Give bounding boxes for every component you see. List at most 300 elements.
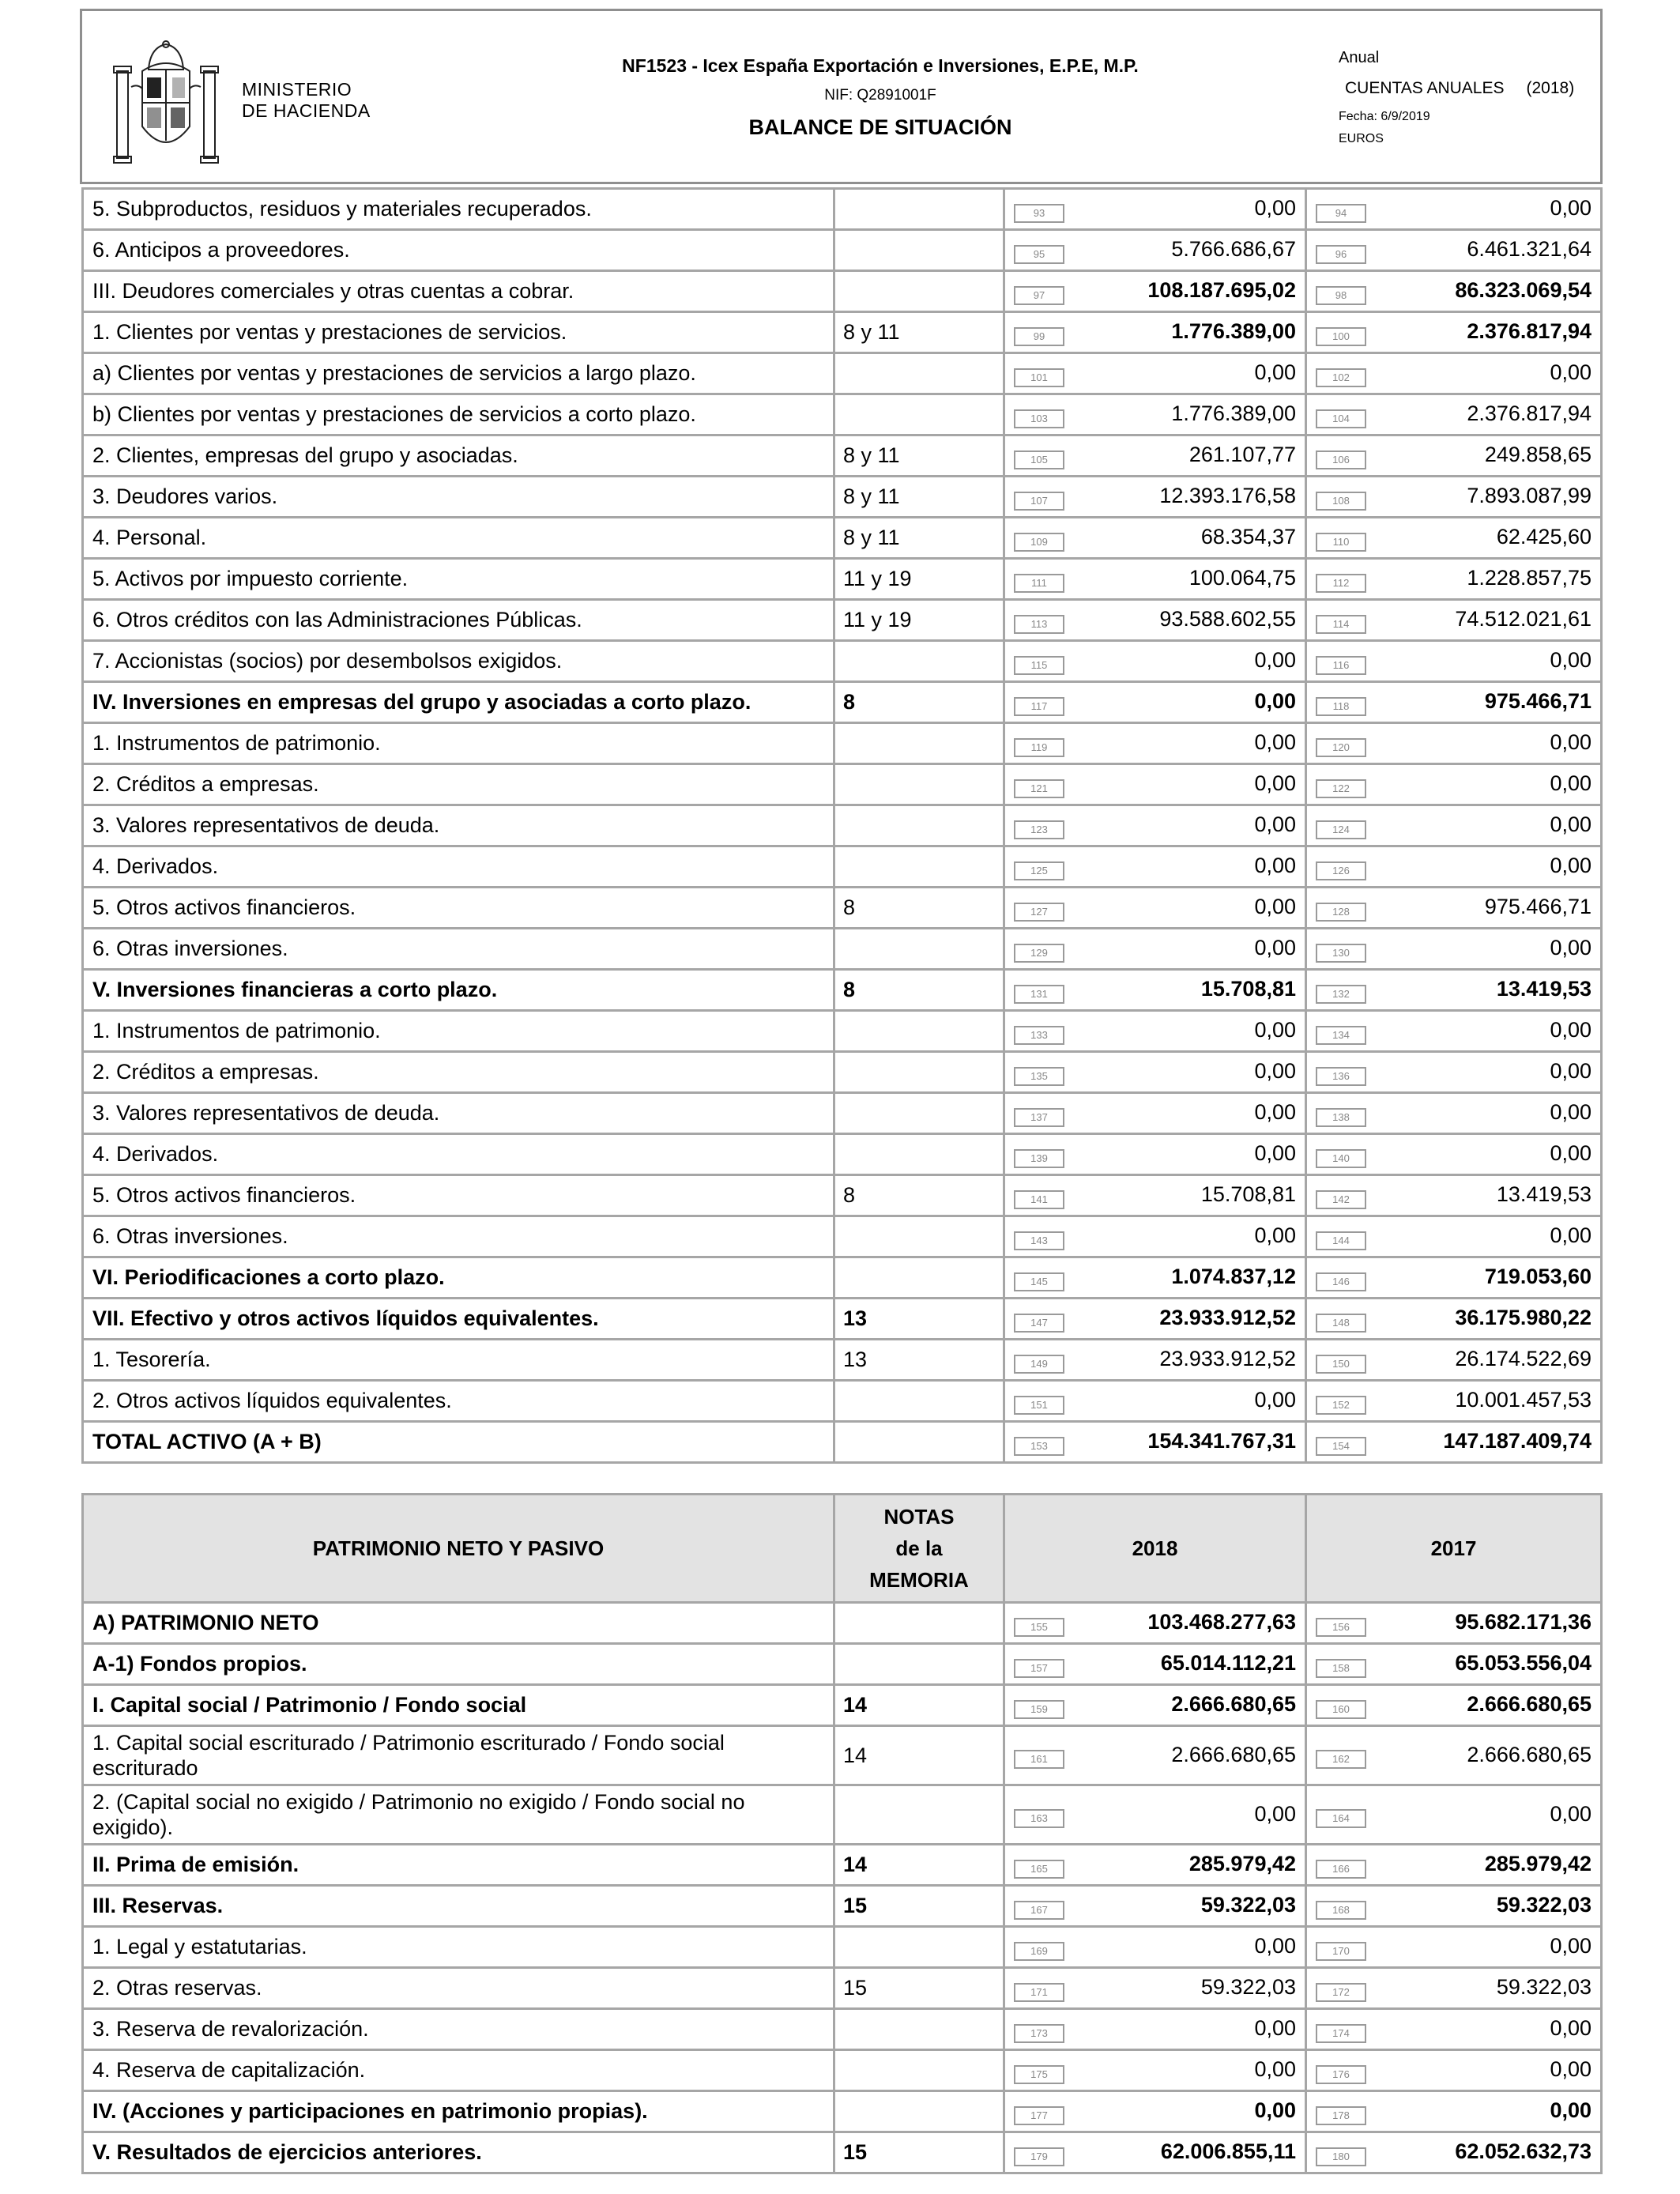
value-cell-2017 [1306,312,1602,353]
row-value-2017: 0,00 [1550,1223,1591,1247]
value-cell-2018 [1004,682,1306,723]
row-value-2018: 0,00 [1254,195,1296,220]
row-value-2017: 0,00 [1550,2015,1591,2040]
row-notes: 8 [834,1175,1004,1216]
row-value-2018: 23.933.912,52 [1159,1305,1296,1329]
row-label: TOTAL ACTIVO (A + B) [83,1422,834,1463]
row-code-box: 128 [1316,903,1366,922]
row-value-2018: 0,00 [1254,1099,1296,1124]
value-cell-2017 [1306,1968,1602,2009]
row-value-2017: 0,00 [1550,1802,1591,1826]
row-label: 3. Valores representativos de deuda. [83,1093,834,1134]
row-value-2018: 0,00 [1254,688,1296,713]
row-code-box: 103 [1014,409,1064,428]
value-cell-2018 [1004,1093,1306,1134]
row-code-box: 131 [1014,985,1064,1004]
row-value-2018: 93.588.602,55 [1159,606,1296,631]
row-code-box: 110 [1316,533,1366,552]
row-code-box: 153 [1014,1437,1064,1456]
value-cell-2017 [1306,2009,1602,2050]
table-row [83,888,1602,929]
row-value-2017: 2.666.680,65 [1467,1691,1591,1716]
value-cell-2018 [1004,2009,1306,2050]
row-value-2017: 26.174.522,69 [1455,1346,1591,1370]
row-value-2018: 0,00 [1254,729,1296,754]
row-code-box: 161 [1014,1750,1064,1769]
row-code-box: 124 [1316,820,1366,839]
row-code-box: 139 [1014,1149,1064,1168]
table-row [83,1726,1602,1785]
row-notes: 8 y 11 [834,518,1004,559]
row-code-box: 148 [1316,1314,1366,1333]
value-cell-2017 [1306,1299,1602,1340]
nif: NIF: Q2891001F [824,87,936,104]
row-notes [834,1644,1004,1685]
row-value-2017: 0,00 [1550,2098,1591,2122]
row-notes [834,271,1004,312]
row-code-box: 165 [1014,1860,1064,1879]
row-value-2018: 261.107,77 [1188,442,1296,466]
table-row [83,394,1602,435]
row-value-2018: 0,00 [1254,935,1296,959]
row-value-2018: 12.393.176,58 [1159,483,1296,507]
value-cell-2018 [1004,888,1306,929]
table-row [83,1927,1602,1968]
row-code-box: 130 [1316,944,1366,963]
row-value-2017: 0,00 [1550,853,1591,877]
row-code-box: 133 [1014,1026,1064,1045]
row-code-box: 100 [1316,327,1366,346]
row-code-box: 174 [1316,2024,1366,2043]
row-value-2017: 0,00 [1550,360,1591,384]
table-row [83,723,1602,764]
table-row [83,1886,1602,1927]
row-value-2017: 0,00 [1550,1933,1591,1958]
row-value-2018: 2.666.680,65 [1171,1743,1296,1766]
row-code-box: 154 [1316,1437,1366,1456]
value-cell-2018 [1004,1381,1306,1422]
row-code-box: 127 [1014,903,1064,922]
row-value-2018: 2.666.680,65 [1171,1691,1296,1716]
row-value-2018: 23.933.912,52 [1159,1346,1296,1370]
table-row [83,1175,1602,1216]
row-code-box: 156 [1316,1618,1366,1637]
row-notes [834,230,1004,271]
value-cell-2018 [1004,1175,1306,1216]
row-label: 5. Otros activos financieros. [83,1175,834,1216]
row-value-2018: 59.322,03 [1200,1974,1296,1999]
value-cell-2017 [1306,888,1602,929]
value-cell-2018 [1004,1216,1306,1257]
row-value-2017: 0,00 [1550,812,1591,836]
value-cell-2018 [1004,1422,1306,1463]
row-code-box: 114 [1316,615,1366,634]
row-notes: 11 y 19 [834,559,1004,600]
row-code-box: 102 [1316,368,1366,387]
row-notes: 8 [834,682,1004,723]
table-row [83,353,1602,394]
row-notes: 8 [834,970,1004,1011]
row-notes [834,764,1004,805]
row-value-2018: 0,00 [1254,1802,1296,1826]
row-code-box: 176 [1316,2065,1366,2084]
row-code-box: 105 [1014,450,1064,469]
row-code-box: 116 [1316,656,1366,675]
row-label: 6. Otras inversiones. [83,929,834,970]
value-cell-2017 [1306,1886,1602,1927]
row-label: 2. Clientes, empresas del grupo y asociadas. [83,435,834,477]
table-row [83,970,1602,1011]
value-cell-2017 [1306,764,1602,805]
row-label: III. Deudores comerciales y otras cuentas a cobrar. [83,271,834,312]
table-row [83,1257,1602,1299]
table-row [83,929,1602,970]
row-label: 5. Subproductos, residuos y materiales recuperados. [83,189,834,230]
row-value-2017: 10.001.457,53 [1455,1387,1591,1412]
row-label: IV. (Acciones y participaciones en patrimonio propias). [83,2091,834,2132]
row-value-2018: 1.776.389,00 [1171,319,1296,343]
row-label: 1. Instrumentos de patrimonio. [83,723,834,764]
column-header-notes: NOTAS de la MEMORIA [834,1495,1004,1603]
row-notes: 15 [834,2132,1004,2173]
table-row [83,2091,1602,2132]
row-code-box: 129 [1014,944,1064,963]
value-cell-2017 [1306,477,1602,518]
report-year: (2018) [1526,79,1575,97]
table-row [83,1093,1602,1134]
row-value-2018: 65.014.112,21 [1160,1650,1296,1675]
row-code-box: 132 [1316,985,1366,1004]
row-code-box: 167 [1014,1901,1064,1920]
row-code-box: 150 [1316,1355,1366,1374]
value-cell-2017 [1306,1340,1602,1381]
row-notes: 11 y 19 [834,600,1004,641]
row-code-box: 111 [1014,574,1064,593]
row-label: II. Prima de emisión. [83,1845,834,1886]
value-cell-2017 [1306,723,1602,764]
row-notes [834,1134,1004,1175]
liabilities-table [81,1493,1603,2174]
row-value-2018: 0,00 [1254,1223,1296,1247]
value-cell-2018 [1004,846,1306,888]
row-code-box: 101 [1014,368,1064,387]
liabilities-table-body [83,1603,1602,2173]
table-row [83,435,1602,477]
column-header-2018: 2018 [1004,1495,1306,1603]
row-label: III. Reservas. [83,1886,834,1927]
row-code-box: 170 [1316,1942,1366,1961]
value-cell-2018 [1004,1886,1306,1927]
row-notes: 14 [834,1845,1004,1886]
value-cell-2018 [1004,1785,1306,1845]
row-value-2017: 719.053,60 [1484,1264,1591,1288]
row-code-box: 126 [1316,861,1366,880]
row-label: b) Clientes por ventas y prestaciones de servicios a corto plazo. [83,394,834,435]
row-value-2017: 0,00 [1550,1058,1591,1083]
row-value-2018: 0,00 [1254,2056,1296,2081]
row-notes [834,189,1004,230]
row-value-2018: 0,00 [1254,1017,1296,1042]
row-label: VII. Efectivo y otros activos líquidos equivalentes. [83,1299,834,1340]
value-cell-2018 [1004,764,1306,805]
row-notes [834,1927,1004,1968]
table-row [83,1011,1602,1052]
document-header [80,9,1603,184]
row-notes [834,805,1004,846]
row-label: 3. Deudores varios. [83,477,834,518]
value-cell-2018 [1004,970,1306,1011]
row-code-box: 157 [1014,1659,1064,1678]
value-cell-2018 [1004,1644,1306,1685]
value-cell-2018 [1004,1257,1306,1299]
row-notes: 13 [834,1299,1004,1340]
table-row [83,1845,1602,1886]
row-code-box: 106 [1316,450,1366,469]
row-value-2017: 74.512.021,61 [1455,606,1591,631]
value-cell-2018 [1004,1603,1306,1644]
value-cell-2017 [1306,641,1602,682]
row-code-box: 119 [1014,738,1064,757]
table-row [83,189,1602,230]
row-value-2017: 2.376.817,94 [1467,319,1591,343]
value-cell-2017 [1306,1011,1602,1052]
row-value-2017: 0,00 [1550,195,1591,220]
row-code-box: 175 [1014,2065,1064,2084]
row-code-box: 121 [1014,779,1064,798]
row-label: I. Capital social / Patrimonio / Fondo social [83,1685,834,1726]
row-label: 2. Créditos a empresas. [83,1052,834,1093]
row-value-2018: 0,00 [1254,894,1296,918]
row-notes: 13 [834,1340,1004,1381]
row-label: V. Resultados de ejercicios anteriores. [83,2132,834,2173]
row-notes [834,1785,1004,1845]
row-code-box: 145 [1014,1272,1064,1291]
row-label: 2. Otros activos líquidos equivalentes. [83,1381,834,1422]
value-cell-2018 [1004,394,1306,435]
row-code-box: 113 [1014,615,1064,634]
value-cell-2018 [1004,271,1306,312]
row-label: 4. Personal. [83,518,834,559]
row-code-box: 151 [1014,1396,1064,1415]
row-value-2017: 0,00 [1550,1140,1591,1165]
row-code-box: 138 [1316,1108,1366,1127]
row-notes [834,929,1004,970]
row-code-box: 149 [1014,1355,1064,1374]
value-cell-2018 [1004,2050,1306,2091]
table-row [83,641,1602,682]
row-code-box: 137 [1014,1108,1064,1127]
row-notes [834,641,1004,682]
row-code-box: 180 [1316,2147,1366,2166]
table-row [83,805,1602,846]
table-row [83,1381,1602,1422]
row-value-2017: 0,00 [1550,647,1591,672]
value-cell-2017 [1306,2132,1602,2173]
row-code-box: 125 [1014,861,1064,880]
row-value-2017: 975.466,71 [1484,688,1591,713]
value-cell-2018 [1004,230,1306,271]
value-cell-2018 [1004,1726,1306,1785]
row-code-box: 107 [1014,492,1064,511]
row-value-2017: 7.893.087,99 [1467,483,1591,507]
table-row [83,2009,1602,2050]
table-row [83,846,1602,888]
table-row [83,1216,1602,1257]
row-notes [834,1216,1004,1257]
row-label: 6. Otros créditos con las Administraciones Públicas. [83,600,834,641]
row-code-box: 155 [1014,1618,1064,1637]
row-code-box: 120 [1316,738,1366,757]
row-code-box: 163 [1014,1809,1064,1828]
row-value-2018: 5.766.686,67 [1171,236,1296,261]
row-notes [834,2050,1004,2091]
row-code-box: 117 [1014,697,1064,716]
row-value-2017: 1.228.857,75 [1467,565,1591,590]
table-row [83,518,1602,559]
value-cell-2017 [1306,189,1602,230]
row-code-box: 136 [1316,1067,1366,1086]
value-cell-2017 [1306,1422,1602,1463]
row-value-2018: 68.354,37 [1200,524,1296,548]
value-cell-2017 [1306,1381,1602,1422]
row-notes [834,1257,1004,1299]
value-cell-2017 [1306,1845,1602,1886]
row-value-2018: 0,00 [1254,1387,1296,1412]
row-code-box: 122 [1316,779,1366,798]
value-cell-2018 [1004,518,1306,559]
entity-title: NF1523 - Icex España Exportación e Inversiones, E.P.E, M.P. [622,55,1139,76]
value-cell-2017 [1306,353,1602,394]
row-value-2017: 0,00 [1550,935,1591,959]
row-value-2018: 15.708,81 [1200,1182,1296,1206]
table-row [83,682,1602,723]
value-cell-2017 [1306,559,1602,600]
table-row [83,2050,1602,2091]
row-value-2018: 0,00 [1254,1058,1296,1083]
value-cell-2018 [1004,2091,1306,2132]
row-value-2017: 59.322,03 [1496,1974,1591,1999]
table-row [83,477,1602,518]
value-cell-2018 [1004,600,1306,641]
value-cell-2018 [1004,1134,1306,1175]
row-label: 3. Valores representativos de deuda. [83,805,834,846]
row-code-box: 97 [1014,286,1064,305]
assets-table-body [83,189,1602,1463]
row-value-2018: 0,00 [1254,647,1296,672]
row-value-2018: 0,00 [1254,771,1296,795]
row-value-2018: 0,00 [1254,1933,1296,1958]
row-label: 3. Reserva de revalorización. [83,2009,834,2050]
value-cell-2017 [1306,394,1602,435]
row-code-box: 123 [1014,820,1064,839]
row-code-box: 177 [1014,2106,1064,2125]
row-code-box: 171 [1014,1983,1064,2002]
row-value-2017: 0,00 [1550,771,1591,795]
value-cell-2017 [1306,1726,1602,1785]
row-code-box: 166 [1316,1860,1366,1879]
row-code-box: 178 [1316,2106,1366,2125]
row-code-box: 158 [1316,1659,1366,1678]
value-cell-2017 [1306,230,1602,271]
value-cell-2017 [1306,1927,1602,1968]
row-label: 1. Legal y estatutarias. [83,1927,834,1968]
row-value-2017: 62.052.632,73 [1455,2139,1591,2163]
value-cell-2017 [1306,1052,1602,1093]
row-value-2018: 0,00 [1254,2015,1296,2040]
row-code-box: 179 [1014,2147,1064,2166]
row-value-2018: 154.341.767,31 [1147,1428,1296,1453]
table-row [83,600,1602,641]
row-value-2017: 0,00 [1550,729,1591,754]
value-cell-2017 [1306,805,1602,846]
row-value-2017: 975.466,71 [1484,894,1591,918]
row-label: 6. Otras inversiones. [83,1216,834,1257]
row-code-box: 173 [1014,2024,1064,2043]
row-notes: 14 [834,1726,1004,1785]
row-notes: 8 y 11 [834,477,1004,518]
row-value-2017: 6.461.321,64 [1467,236,1591,261]
row-code-box: 162 [1316,1750,1366,1769]
report-type: CUENTAS ANUALES [1345,79,1505,97]
row-code-box: 95 [1014,245,1064,264]
value-cell-2018 [1004,1011,1306,1052]
row-code-box: 93 [1014,204,1064,223]
row-label: 2. (Capital social no exigido / Patrimonio no exigido / Fondo social no exigido). [83,1785,834,1845]
row-notes: 15 [834,1968,1004,2009]
value-cell-2017 [1306,1785,1602,1845]
row-notes [834,1603,1004,1644]
row-label: 5. Activos por impuesto corriente. [83,559,834,600]
row-value-2017: 13.419,53 [1496,1182,1591,1206]
value-cell-2017 [1306,1175,1602,1216]
row-label: 2. Créditos a empresas. [83,764,834,805]
row-label: 4. Derivados. [83,846,834,888]
value-cell-2018 [1004,1845,1306,1886]
value-cell-2018 [1004,189,1306,230]
row-label: 1. Capital social escriturado / Patrimonio escriturado / Fondo social escriturado [83,1726,834,1785]
row-code-box: 140 [1316,1149,1366,1168]
table-row [83,1299,1602,1340]
row-value-2018: 285.979,42 [1188,1851,1296,1875]
value-cell-2017 [1306,1134,1602,1175]
row-code-box: 134 [1316,1026,1366,1045]
value-cell-2018 [1004,477,1306,518]
row-value-2018: 1.074.837,12 [1171,1264,1296,1288]
value-cell-2018 [1004,1927,1306,1968]
table-row [83,1644,1602,1685]
value-cell-2017 [1306,682,1602,723]
row-code-box: 108 [1316,492,1366,511]
row-value-2017: 59.322,03 [1496,1892,1591,1917]
row-code-box: 168 [1316,1901,1366,1920]
row-label: A-1) Fondos propios. [83,1644,834,1685]
row-notes: 8 [834,888,1004,929]
row-notes [834,2091,1004,2132]
value-cell-2018 [1004,2132,1306,2173]
row-value-2018: 103.468.277,63 [1147,1609,1296,1634]
row-label: V. Inversiones financieras a corto plazo. [83,970,834,1011]
row-value-2017: 285.979,42 [1484,1851,1591,1875]
row-value-2018: 62.006.855,11 [1160,2139,1296,2163]
report-date: Fecha: 6/9/2019 [1339,110,1430,123]
row-notes [834,1422,1004,1463]
value-cell-2017 [1306,929,1602,970]
row-value-2017: 249.858,65 [1484,442,1591,466]
value-cell-2017 [1306,1093,1602,1134]
value-cell-2017 [1306,846,1602,888]
value-cell-2017 [1306,435,1602,477]
row-label: 1. Instrumentos de patrimonio. [83,1011,834,1052]
